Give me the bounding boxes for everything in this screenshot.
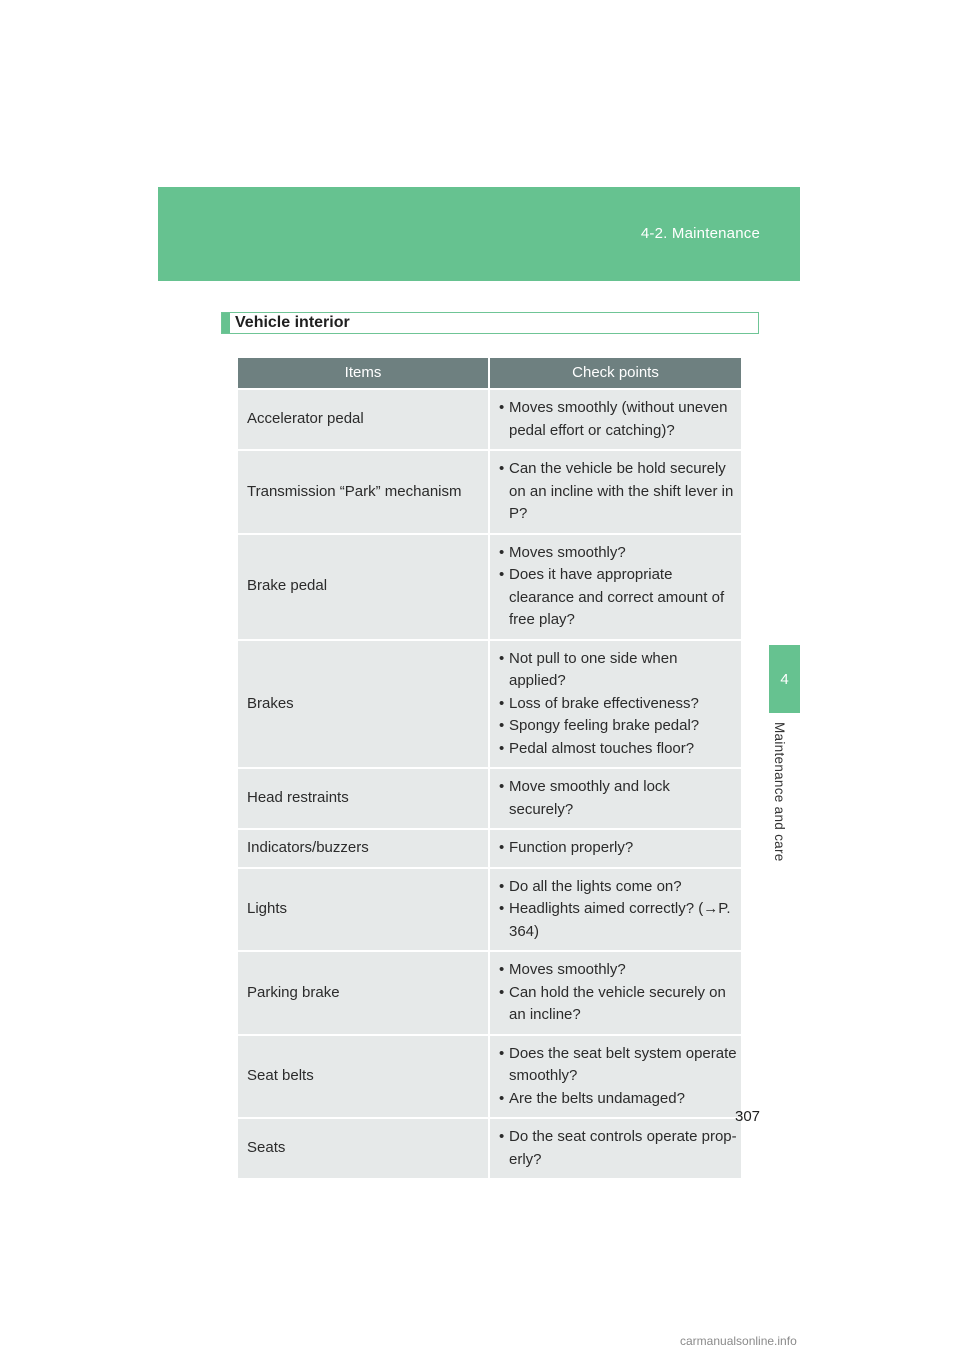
check-point-text: Do the seat controls operate prop-erly? [509,1128,737,1168]
chapter-label: Maintenance and care [772,722,787,862]
check-point [499,542,737,565]
check-point [499,397,737,442]
check-point [499,1126,737,1171]
table-body [238,389,741,1178]
bullet: • [499,900,505,917]
table-row [238,1118,741,1178]
check-point [499,458,737,526]
check-point [499,898,737,943]
check-point-text: Do all the lights come on? [509,877,682,895]
section-reference: 4-2. Maintenance [640,225,760,242]
page-number: 307 [735,1108,761,1125]
check-point [499,738,737,761]
bullet: • [499,983,505,1001]
item-cell: Indicators/buzzers [238,829,489,868]
check-point-text: Headlights aimed correctly? (→P. 364) [509,900,731,940]
column-header-check-points: Check points [489,358,741,389]
bullet: • [499,778,505,795]
check-points-cell [489,868,741,952]
check-point [499,564,737,632]
check-point [499,982,737,1027]
bullet: • [499,877,505,895]
check-point-text: Moves smoothly (without uneven pedal effort or catching)? [509,399,728,439]
check-points-cell [489,389,741,450]
header-band [158,187,800,281]
item-cell: Lights [238,868,489,952]
table-row [238,768,741,829]
bullet: • [499,543,505,561]
table-row [238,868,741,952]
check-point-text: Does it have appropriate clearance and correct amount of free play? [509,566,725,628]
check-points-cell [489,829,741,868]
check-points-cell [489,1035,741,1119]
table-row [238,829,741,868]
table-row [238,534,741,640]
bullet: • [499,694,505,712]
check-point [499,1043,737,1088]
check-points-cell [489,768,741,829]
section-title: Vehicle interior [235,314,350,331]
bullet: • [499,717,505,734]
table-row [238,951,741,1035]
check-point-text: Moves smoothly? [509,961,626,978]
item-cell: Brake pedal [238,534,489,640]
check-table [238,358,741,1178]
chapter-tab [769,645,800,713]
check-point-text: Move smoothly and lock securely? [509,778,670,818]
check-point-text: Does the seat belt system operate smoothly? [509,1044,737,1084]
item-cell: Accelerator pedal [238,389,489,450]
check-point-text: Pedal almost touches floor? [509,739,695,757]
check-point-text: Spongy feeling brake pedal? [509,717,700,734]
chapter-number: 4 [780,670,789,688]
check-point [499,837,737,860]
bullet: • [499,961,505,978]
bullet: • [499,399,505,416]
bullet: • [499,739,505,757]
section-heading [221,312,759,334]
check-point [499,715,737,738]
watermark: carmanualsonline.info [680,1334,797,1348]
check-point-text: Not pull to one side when applied? [509,649,678,689]
check-point [499,1088,737,1111]
item-cell: Parking brake [238,951,489,1035]
check-point [499,959,737,982]
check-points-cell [489,450,741,534]
item-cell: Head restraints [238,768,489,829]
column-header-items: Items [238,358,489,389]
heading-marker [222,313,230,333]
check-point [499,776,737,821]
bullet: • [499,1044,505,1062]
bullet: • [499,1089,505,1107]
table-row [238,1035,741,1119]
table-row [238,389,741,450]
bullet: • [499,839,505,856]
bullet: • [499,649,505,667]
check-points-cell [489,640,741,769]
check-point-text: Loss of brake effectiveness? [509,694,699,712]
bullet: • [499,566,505,583]
check-points-cell [489,534,741,640]
table-row [238,640,741,769]
check-point-text: Function properly? [509,839,634,856]
check-point-text: Are the belts undamaged? [509,1089,685,1107]
item-cell: Seats [238,1118,489,1178]
table-header-row [238,358,741,389]
check-point-text: Can hold the vehicle securely on an incline? [509,983,726,1023]
check-point-text: Moves smoothly? [509,543,626,561]
check-points-cell [489,951,741,1035]
bullet: • [499,1128,505,1145]
check-point [499,693,737,716]
table-row [238,450,741,534]
check-point-text: Can the vehicle be hold securely on an incline with the shift lever in P? [509,460,734,522]
item-cell: Brakes [238,640,489,769]
check-points-cell [489,1118,741,1178]
check-point [499,648,737,693]
bullet: • [499,460,505,477]
item-cell: Seat belts [238,1035,489,1119]
check-point [499,876,737,899]
item-cell: Transmission “Park” mechanism [238,450,489,534]
